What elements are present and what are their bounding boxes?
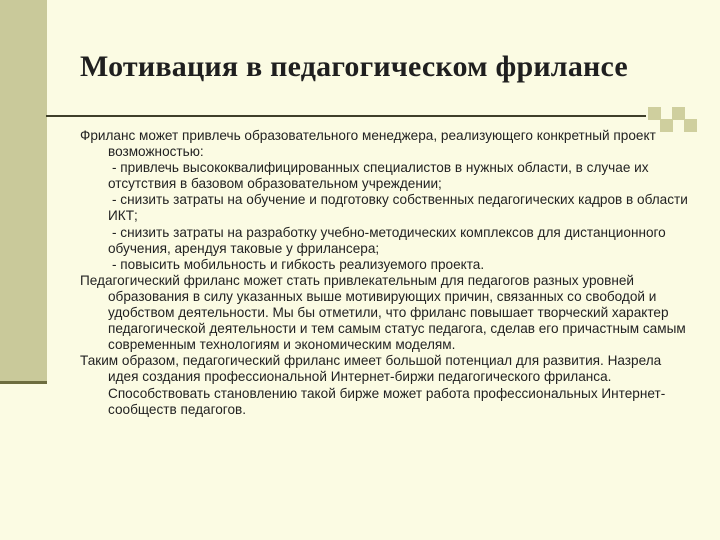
bullet-item: - повысить мобильность и гибкость реализуемого проекта. (112, 256, 485, 272)
slide-body (80, 128, 692, 418)
slide-title: Мотивация в педагогическом фрилансе (80, 50, 628, 83)
title-divider (46, 115, 646, 117)
bullet-item: - привлечь высококвалифицированных специалистов в нужных области, в случае их отсутствия в базовом образовательном учреждении; (108, 160, 649, 192)
bullet-item: - снизить затраты на обучение и подготовку собственных педагогических кадров в области ИКТ; (108, 192, 688, 224)
left-decor-bar (0, 0, 47, 383)
paragraph-conclusion: Таким образом, педагогический фриланс имеет большой потенциал для развития. Назрела идея создания профессиональной Интернет-биржи педагогического фриланса. Способствовать становлению такой бирже может работа профессиональных Интернет-сообществ педагогов. (80, 353, 666, 417)
paragraph-intro: Фриланс может привлечь образовательного менеджера, реализующего конкретный проект возможностью: (80, 128, 656, 160)
paragraph-pedagogical: Педагогический фриланс может стать привлекательным для педагогов разных уровней образования в силу указанных выше мотивирующих причин, связанных со свободой и удобством деятельности. Мы бы отметили, что фриланс повышает творческий характер педагогической деятельности и тем самым статус педагога, сделав его причастным самым современным технологиям и экономическим моделям. (80, 272, 686, 353)
bullet-item: - снизить затраты на разработку учебно-методических комплексов для дистанционного обучения, арендуя таковые у фрилансера; (108, 224, 666, 256)
left-decor-line (0, 381, 47, 384)
